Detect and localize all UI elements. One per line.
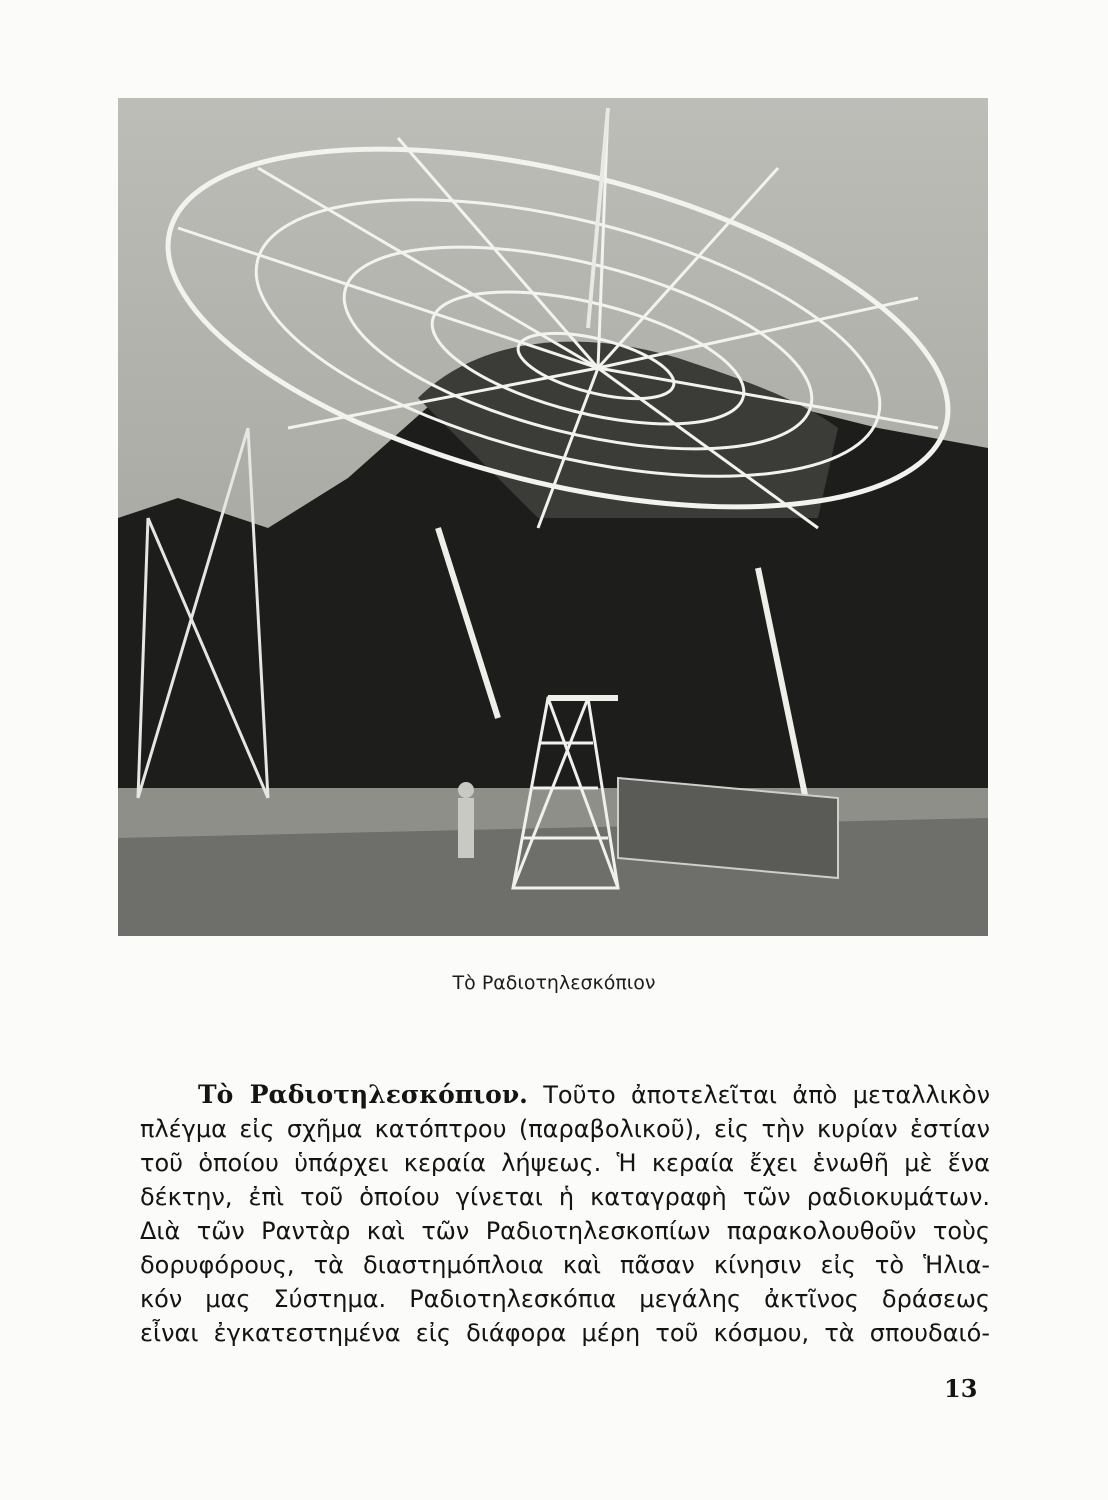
paragraph-line bbox=[140, 1078, 990, 1112]
paragraph-line: πλέγμα εἰς σχῆμα κατόπτρου (παραβολικοῦ), εἰς τὴν κυρίαν ἑστίαν bbox=[140, 1115, 990, 1143]
paragraph-line: Διὰ τῶν Ραντὰρ καὶ τῶν Ραδιοτηλεσκοπίων παρακολουθοῦν τοὺς bbox=[140, 1217, 990, 1245]
paragraph-line: εἶναι ἐγκατεστημένα εἰς διάφορα μέρη τοῦ κόσμου, τὰ σπουδαιό- bbox=[140, 1319, 990, 1347]
radio-telescope-photo bbox=[118, 98, 988, 936]
paragraph bbox=[140, 1078, 990, 1350]
paragraph-line: κόν μας Σύστημα. Ραδιοτηλεσκόπια μεγάλης ἀκτῖνος δράσεως bbox=[140, 1285, 990, 1313]
paragraph-line: δορυφόρους, τὰ διαστημόπλοια καὶ πᾶσαν κίνησιν εἰς τὸ Ἡλια- bbox=[140, 1251, 990, 1279]
paragraph-line-text: Τοῦτο ἀποτελεῖται ἀπὸ μεταλλικὸν bbox=[543, 1081, 990, 1109]
paragraph-lead: Τὸ Ραδιοτηλεσκόπιον. bbox=[198, 1080, 528, 1109]
paragraph-line: δέκτην, ἐπὶ τοῦ ὁποίου γίνεται ἡ καταγραφὴ τῶν ραδιοκυμάτων. bbox=[140, 1183, 990, 1211]
radio-telescope-illustration bbox=[118, 98, 988, 936]
photo-caption: Τὸ Ραδιοτηλεσκόπιον bbox=[452, 972, 656, 994]
page-number: 13 bbox=[944, 1374, 978, 1403]
paragraph-line: τοῦ ὁποίου ὑπάρχει κεραία λήψεως. Ἡ κεραία ἔχει ἑνωθῆ μὲ ἕνα bbox=[140, 1149, 990, 1177]
